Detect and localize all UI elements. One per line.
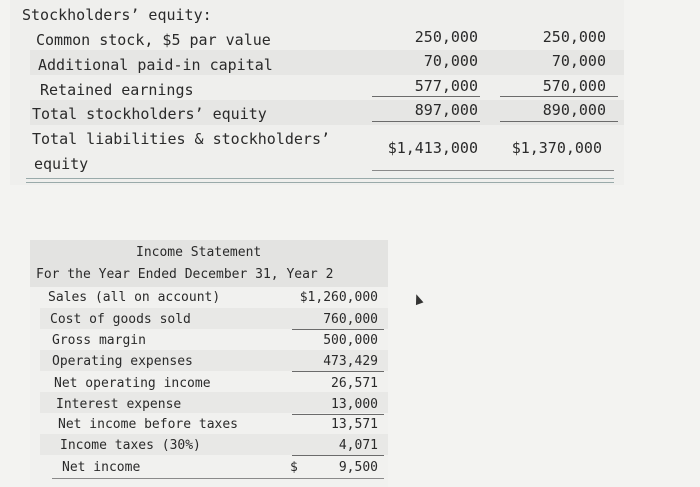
subtotal-rule	[500, 121, 618, 122]
gross-margin-label: Gross margin	[52, 333, 146, 348]
income-taxes-value: 4,071	[338, 438, 378, 453]
sales-label: Sales (all on account)	[48, 290, 221, 305]
subtotal-rule	[500, 96, 618, 97]
subtotal-rule	[292, 371, 384, 372]
total-equity-label: Total stockholders’ equity	[32, 105, 267, 123]
income-statement-title: Income Statement	[136, 245, 262, 260]
net-income-dollar-sign: $	[290, 460, 298, 475]
apic-label: Additional paid-in capital	[38, 56, 273, 74]
income-statement-subtitle: For the Year Ended December 31, Year 2	[36, 267, 334, 282]
total-equity-year2: 897,000	[414, 101, 478, 119]
subtotal-rule	[292, 455, 384, 456]
net-income-value: 9,500	[338, 460, 378, 475]
income-before-taxes-label: Net income before taxes	[58, 417, 239, 432]
total-underline	[372, 170, 614, 171]
subtotal-rule	[372, 96, 480, 97]
gross-margin-value: 500,000	[323, 333, 378, 348]
common-stock-label: Common stock, $5 par value	[36, 31, 271, 49]
common-stock-year1: 250,000	[542, 28, 606, 46]
total-equity-year1: 890,000	[542, 101, 606, 119]
total-liabilities-label-line1: Total liabilities & stockholders’	[32, 130, 331, 148]
apic-year1: 70,000	[551, 52, 606, 70]
retained-earnings-year2: 577,000	[414, 77, 478, 95]
mouse-cursor-icon	[413, 293, 424, 305]
operating-expenses-label: Operating expenses	[52, 354, 193, 369]
subtotal-rule	[372, 121, 480, 122]
subtotal-rule	[292, 329, 384, 330]
net-income-label: Net income	[62, 460, 141, 475]
sales-value: $1,260,000	[299, 290, 378, 305]
cogs-value: 760,000	[323, 312, 378, 327]
retained-earnings-label: Retained earnings	[40, 81, 194, 99]
subtotal-rule	[292, 414, 384, 415]
net-operating-income-label: Net operating income	[54, 376, 211, 391]
double-rule	[26, 178, 614, 183]
interest-expense-label: Interest expense	[56, 397, 182, 412]
net-income-underline	[52, 478, 384, 479]
income-before-taxes-value: 13,571	[331, 417, 378, 432]
total-liabilities-year2: $1,413,000	[387, 139, 478, 157]
operating-expenses-value: 473,429	[323, 354, 378, 369]
total-liabilities-year1: $1,370,000	[511, 139, 602, 157]
common-stock-year2: 250,000	[414, 28, 478, 46]
retained-earnings-year1: 570,000	[542, 77, 606, 95]
cogs-label: Cost of goods sold	[50, 312, 191, 327]
income-taxes-label: Income taxes (30%)	[60, 438, 201, 453]
apic-year2: 70,000	[423, 52, 478, 70]
interest-expense-value: 13,000	[331, 397, 378, 412]
stockholders-equity-heading: Stockholders’ equity:	[22, 6, 212, 24]
total-liabilities-label-line2: equity	[34, 155, 89, 173]
net-operating-income-value: 26,571	[331, 376, 378, 391]
